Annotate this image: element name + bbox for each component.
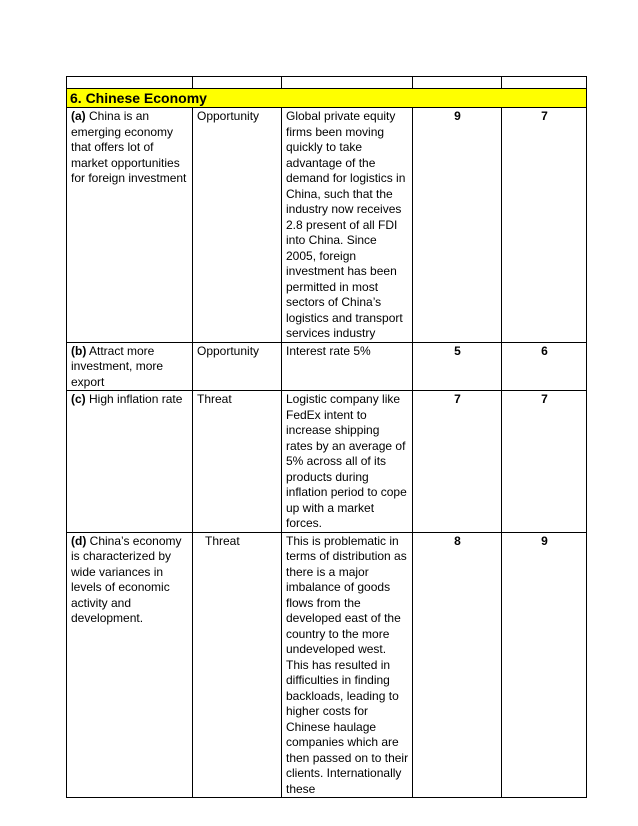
factor-cell: [67, 532, 193, 798]
factor-text: Attract more investment, more export: [71, 343, 164, 389]
spacer-cell: [67, 77, 193, 89]
factor-text: China’s economy is characterized by wide variances in levels of economic activity and development.: [71, 533, 182, 625]
section-header-row: [67, 89, 587, 108]
factor-text: China is an emerging economy that offers lot of market opportunities for foreign investment: [71, 109, 187, 185]
evidence-cell: This is problematic in terms of distribution as there is a major imbalance of goods flows from the developed east of the country to the more undeveloped west. This has resulted in difficulties in finding backloads, leading to higher costs for Chinese haulage companies which are then passed on to their clients. Internationally these: [282, 532, 413, 798]
factor-label: (a): [71, 109, 86, 123]
table-row: [67, 391, 587, 533]
factor-label: (d): [71, 533, 87, 548]
swot-table: [66, 76, 587, 798]
score-1-cell: 5: [413, 342, 502, 391]
evidence-cell: Global private equity firms been moving quickly to take advantage of the demand for logistics in China, such that the industry now receives 2.8 present of all FDI into China. Since 2005, foreign investment has been permitted in most sectors of China’s logistics and transport services industry: [282, 108, 413, 343]
type-cell: Threat: [193, 532, 282, 798]
score-1-cell: 9: [413, 108, 502, 343]
type-cell: Opportunity: [193, 108, 282, 343]
section-title: 6. Chinese Economy: [67, 89, 587, 108]
spacer-row: [67, 77, 587, 89]
factor-label: (b): [71, 343, 87, 358]
score-2-cell: 7: [502, 391, 587, 533]
table-row: [67, 532, 587, 798]
spacer-cell: [282, 77, 413, 89]
score-2-cell: 6: [502, 342, 587, 391]
spacer-cell: [413, 77, 502, 89]
table-row: [67, 342, 587, 391]
factor-text: High inflation rate: [89, 392, 183, 406]
factor-cell: [67, 342, 193, 391]
score-2-cell: 9: [502, 532, 587, 798]
type-cell: Threat: [193, 391, 282, 533]
spacer-cell: [502, 77, 587, 89]
score-1-cell: 8: [413, 532, 502, 798]
table-row: [67, 108, 587, 343]
type-cell: Opportunity: [193, 342, 282, 391]
evidence-cell: Interest rate 5%: [282, 342, 413, 391]
factor-cell: [67, 108, 193, 343]
factor-label: (c): [71, 392, 86, 406]
factor-cell: [67, 391, 193, 533]
evidence-cell: Logistic company like FedEx intent to increase shipping rates by an average of 5% across all of its products during inflation period to cope up with a market forces.: [282, 391, 413, 533]
score-2-cell: 7: [502, 108, 587, 343]
score-1-cell: 7: [413, 391, 502, 533]
spacer-cell: [193, 77, 282, 89]
